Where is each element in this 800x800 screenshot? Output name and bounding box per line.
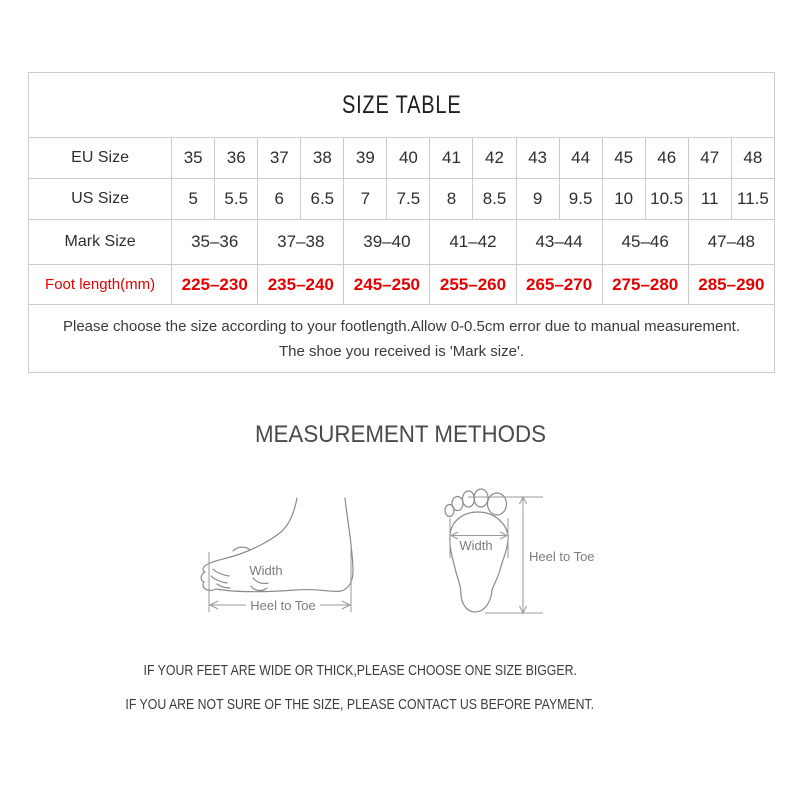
heel-to-toe-arrow — [520, 497, 527, 613]
size-cell-us-size: 6 — [258, 179, 301, 220]
size-cell-us-size: 10.5 — [645, 179, 688, 220]
size-table-title-row — [29, 73, 775, 138]
size-cell-us-size: 10 — [602, 179, 645, 220]
size-cell-eu-size: 41 — [430, 138, 473, 179]
size-cell-eu-size: 44 — [559, 138, 602, 179]
size-cell-eu-size: 48 — [731, 138, 774, 179]
size-cell-mark-size: 37–38 — [258, 220, 344, 265]
size-cell-mark-size: 47–48 — [688, 220, 774, 265]
little-toe — [445, 505, 454, 517]
size-note-line1: Please choose the size according to your footlength.Allow 0-0.5cm error due to manual measurement. — [62, 317, 741, 335]
row-label-mark-size: Mark Size — [29, 220, 172, 265]
third-toe — [463, 491, 475, 507]
size-cell-foot-length-mm: 265–270 — [516, 265, 602, 305]
size-cell-us-size: 11 — [688, 179, 731, 220]
size-cell-us-size: 9 — [516, 179, 559, 220]
size-cell-foot-length-mm: 255–260 — [430, 265, 516, 305]
size-table-row-foot-length-mm — [29, 265, 775, 305]
size-cell-mark-size: 39–40 — [344, 220, 430, 265]
size-cell-us-size: 8 — [430, 179, 473, 220]
size-cell-us-size: 7 — [344, 179, 387, 220]
size-table-note-row — [29, 305, 775, 373]
size-cell-us-size: 9.5 — [559, 179, 602, 220]
footer-advice — [0, 662, 760, 714]
size-cell-eu-size: 38 — [301, 138, 344, 179]
size-cell-eu-size: 43 — [516, 138, 559, 179]
big-toe — [488, 493, 507, 515]
size-cell-mark-size: 41–42 — [430, 220, 516, 265]
size-cell-eu-size: 45 — [602, 138, 645, 179]
size-cell-us-size: 7.5 — [387, 179, 430, 220]
size-cell-mark-size: 43–44 — [516, 220, 602, 265]
size-table-row-eu-size — [29, 138, 775, 179]
row-label-foot-length-mm: Foot length(mm) — [29, 265, 172, 305]
footer-line2: IF YOU ARE NOT SURE OF THE SIZE, PLEASE CONTACT US BEFORE PAYMENT. — [125, 696, 595, 713]
side-width-label: Width — [249, 563, 283, 578]
top-width-label: Width — [459, 538, 493, 553]
size-cell-us-size: 5 — [172, 179, 215, 220]
size-cell-foot-length-mm: 225–230 — [172, 265, 258, 305]
size-cell-eu-size: 37 — [258, 138, 301, 179]
foot-side-view-illustration — [196, 490, 366, 620]
size-cell-eu-size: 39 — [344, 138, 387, 179]
size-cell-us-size: 5.5 — [215, 179, 258, 220]
size-cell-eu-size: 47 — [688, 138, 731, 179]
side-heel-to-toe-label: Heel to Toe — [250, 598, 316, 613]
size-note-line2: The shoe you received is 'Mark size'. — [279, 342, 524, 360]
size-cell-us-size: 6.5 — [301, 179, 344, 220]
size-table-title: SIZE TABLE — [341, 90, 462, 119]
footer-line1: IF YOUR FEET ARE WIDE OR THICK,PLEASE CHOOSE ONE SIZE BIGGER. — [143, 662, 577, 679]
size-cell-eu-size: 36 — [215, 138, 258, 179]
size-cell-us-size: 11.5 — [731, 179, 774, 220]
measurement-methods-title: MEASUREMENT METHODS — [254, 421, 546, 448]
size-cell-eu-size: 35 — [172, 138, 215, 179]
foot-top-view-illustration — [443, 486, 613, 626]
size-cell-eu-size: 40 — [387, 138, 430, 179]
size-table — [28, 72, 775, 373]
footprint-outline — [450, 512, 508, 612]
size-cell-eu-size: 42 — [473, 138, 516, 179]
row-label-eu-size: EU Size — [29, 138, 172, 179]
size-cell-us-size: 8.5 — [473, 179, 516, 220]
size-cell-foot-length-mm: 245–250 — [344, 265, 430, 305]
size-cell-mark-size: 45–46 — [602, 220, 688, 265]
second-toe — [474, 489, 488, 507]
size-cell-eu-size: 46 — [645, 138, 688, 179]
size-table-row-mark-size — [29, 220, 775, 265]
size-cell-foot-length-mm: 285–290 — [688, 265, 774, 305]
top-heel-to-toe-label: Heel to Toe — [529, 549, 595, 564]
size-cell-foot-length-mm: 275–280 — [602, 265, 688, 305]
size-cell-foot-length-mm: 235–240 — [258, 265, 344, 305]
size-cell-mark-size: 35–36 — [172, 220, 258, 265]
size-table-row-us-size — [29, 179, 775, 220]
row-label-us-size: US Size — [29, 179, 172, 220]
